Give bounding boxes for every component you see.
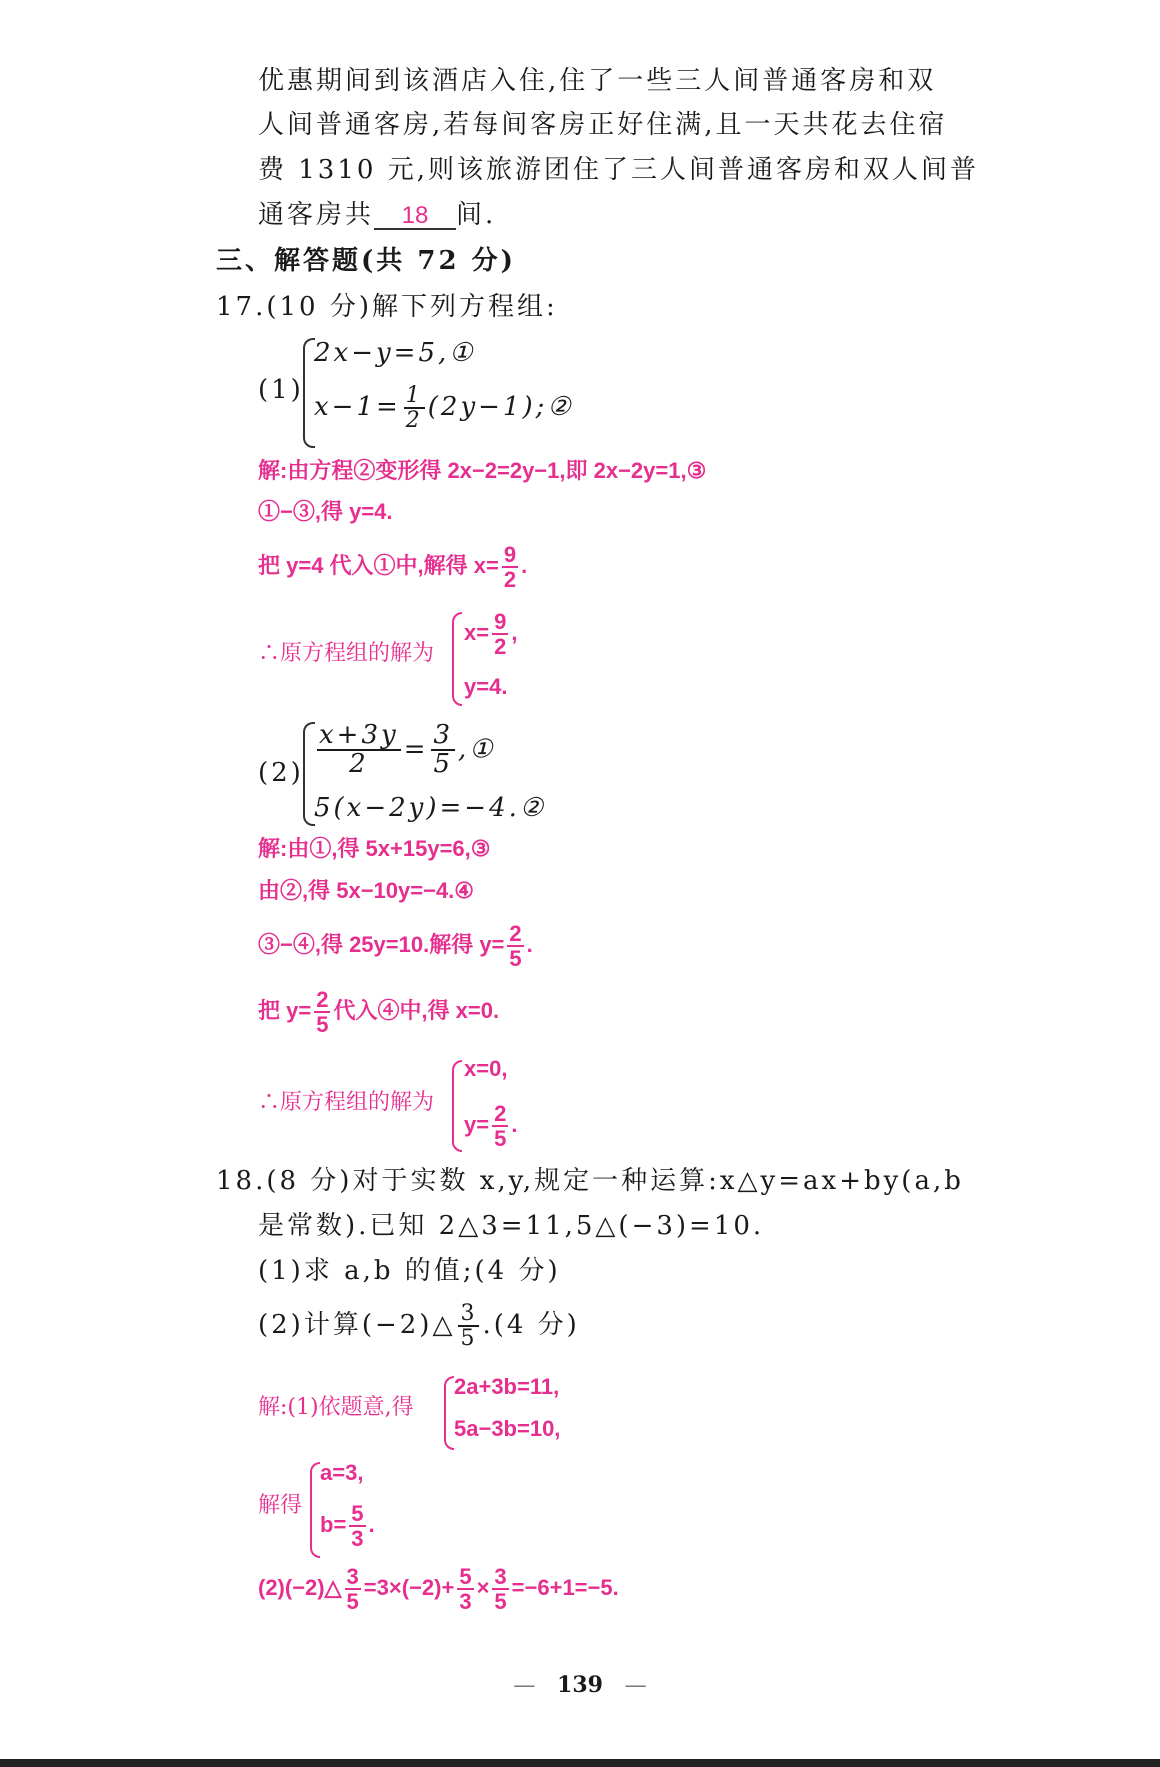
intro-line-4 — [258, 202, 496, 230]
q17-sol2-brace — [452, 1060, 462, 1152]
q18-sol-intro: 解:(1)依题意,得 — [258, 1395, 414, 1420]
q18-calc — [258, 1565, 619, 1613]
q17-sol2-line2 — [258, 880, 474, 903]
q18-sys-eq2 — [454, 1418, 560, 1441]
bottom-bar — [0, 1759, 1160, 1767]
frac-num: 2 — [494, 1101, 507, 1126]
sol-text: 把 y= — [258, 998, 312, 1024]
sol-text: 5a−3b=10, — [454, 1416, 561, 1441]
frac-den: 2 — [405, 408, 423, 434]
q17-sol2-x — [464, 1058, 507, 1081]
q17-sol1-line3 — [258, 543, 527, 591]
q18-ans-brace — [310, 1462, 320, 1558]
frac-num: 5 — [351, 1501, 364, 1526]
page-number: 139 — [557, 1672, 603, 1698]
frac-den: 5 — [494, 1589, 507, 1615]
footer-dash-left: — — [513, 1673, 536, 1698]
frac — [345, 1565, 361, 1613]
frac — [507, 922, 523, 970]
q17-sol2-line4 — [258, 988, 499, 1036]
q17-p2-label: (2) — [258, 758, 304, 788]
frac-num: 3 — [460, 1301, 478, 1326]
frac-num: 3 — [494, 1564, 507, 1589]
sol-text: =−6+1=−5. — [511, 1575, 619, 1601]
frac — [492, 610, 508, 658]
frac-num: 3 — [433, 720, 454, 750]
line4-suffix: 间. — [456, 200, 497, 230]
sol-text: ③−④,得 25y=10.解得 y= — [258, 932, 505, 958]
q17-stem: 17.(10 分)解下列方程组: — [216, 292, 558, 322]
fill-blank-answer: 18 — [374, 204, 456, 230]
q17-sol1-brace — [452, 612, 462, 706]
frac — [404, 384, 425, 432]
sol-text: , — [511, 620, 518, 646]
frac-den: 5 — [460, 1326, 478, 1352]
q17-sol2-therefore: ∴原方程组的解为 — [258, 1090, 435, 1115]
sol-text: 2a+3b=11, — [454, 1374, 560, 1399]
sol-text: × — [476, 1575, 490, 1601]
page-footer — [0, 1672, 1160, 1698]
q18-ans-b — [320, 1502, 375, 1550]
line4-prefix: 通客房共 — [258, 200, 375, 230]
frac — [457, 1565, 473, 1613]
frac-num: 3 — [346, 1564, 359, 1589]
q17-p2-eq2: 5(x−2y)=−4.② — [314, 793, 547, 823]
sol-text: 解:由方程②变形得 2x−2=2y−1,即 2x−2y=1,③ — [258, 458, 707, 483]
frac-den: 5 — [494, 1126, 507, 1152]
frac-den: 2 — [349, 749, 369, 780]
sol-text: 解:由①,得 5x+15y=6,③ — [258, 836, 491, 861]
sol-text: y=4. — [464, 674, 508, 699]
sol-text: 代入④中,得 x=0. — [333, 998, 500, 1024]
q17-sol2-line3 — [258, 922, 533, 970]
q17-p2-eq1 — [314, 722, 496, 779]
frac-num: 2 — [316, 987, 329, 1012]
q18-solve-label: 解得 — [258, 1493, 303, 1518]
section-header: 三、解答题(共 72 分) — [216, 246, 516, 276]
q17-sol2-line1 — [258, 838, 491, 861]
q18-part2-pre: (2)计算(−2)△ — [258, 1310, 456, 1341]
frac-den: 5 — [346, 1589, 359, 1615]
q18-sys-eq1 — [454, 1376, 559, 1399]
frac-num: 2 — [509, 921, 522, 946]
q18-part2 — [258, 1302, 580, 1350]
sol-text: . — [526, 932, 533, 958]
frac — [317, 722, 401, 779]
frac-den: 2 — [494, 634, 507, 660]
q17-sol1-line1 — [258, 460, 706, 483]
sol-text: x=0, — [464, 1056, 508, 1081]
frac-num: 5 — [459, 1564, 472, 1589]
sol-text: x= — [464, 620, 490, 646]
footer-dash-right: — — [624, 1673, 647, 1698]
frac-den: 5 — [316, 1012, 329, 1038]
q17-sol1-therefore: ∴原方程组的解为 — [258, 641, 435, 666]
sol-text: 由②,得 5x−10y=−4.④ — [258, 878, 475, 903]
q18-stem-line1: 18.(8 分)对于实数 x,y,规定一种运算:x△y=ax+by(a,b — [216, 1166, 964, 1196]
frac — [314, 988, 330, 1036]
q18-part2-post: .(4 分) — [482, 1310, 580, 1341]
intro-line-2: 人间普通客房,若每间客房正好住满,且一天共花去住宿 — [258, 110, 948, 140]
q17-p1-eq2 — [314, 384, 574, 432]
frac — [458, 1302, 479, 1350]
frac — [431, 722, 455, 779]
sol-text: y= — [464, 1112, 490, 1138]
frac — [349, 1502, 365, 1550]
sol-text: (2)(−2)△ — [258, 1575, 342, 1601]
q17-sol1-x — [464, 610, 517, 658]
q17-p1-eq2-pre: x−1= — [314, 392, 401, 423]
frac-den: 3 — [459, 1589, 472, 1615]
frac-den: 5 — [509, 946, 522, 972]
q17-p1-eq2-post: (2y−1);② — [427, 392, 574, 423]
frac — [492, 1565, 508, 1613]
q17-p2-eq1-post: ,① — [458, 734, 496, 765]
sol-text: . — [521, 553, 528, 579]
q18-part1: (1)求 a,b 的值;(4 分) — [258, 1256, 561, 1286]
frac — [502, 543, 518, 591]
q17-p1-label: (1) — [258, 375, 304, 405]
q18-stem-line2: 是常数).已知 2△3=11,5△(−3)=10. — [258, 1211, 765, 1241]
sol-text: b= — [320, 1512, 347, 1538]
sol-text: . — [511, 1112, 518, 1138]
sol-text: . — [368, 1512, 375, 1538]
intro-line-3: 费 1310 元,则该旅游团住了三人间普通客房和双人间普 — [258, 155, 979, 185]
q17-sol2-y — [464, 1102, 517, 1150]
frac-num: 9 — [503, 542, 517, 567]
frac-den: 2 — [503, 567, 517, 593]
eq-sign: = — [403, 734, 429, 765]
q17-p1-eq1: 2x−y=5,① — [314, 338, 476, 368]
frac-den: 5 — [433, 749, 454, 780]
q17-sol1-line2 — [258, 501, 393, 524]
sol-text: a=3, — [320, 1460, 364, 1485]
q18-sys-brace — [444, 1376, 454, 1450]
q18-ans-a — [320, 1462, 363, 1485]
q17-sol1-y — [464, 676, 507, 699]
frac — [492, 1102, 508, 1150]
frac-num: 1 — [405, 383, 423, 408]
sol-text: =3×(−2)+ — [363, 1575, 455, 1601]
frac-num: 9 — [494, 609, 507, 634]
frac-den: 3 — [351, 1526, 364, 1552]
frac-num: x+3y — [319, 720, 399, 750]
sol-text: 把 y=4 代入①中,解得 x= — [258, 553, 499, 579]
sol-text: ①−③,得 y=4. — [258, 499, 393, 524]
intro-line-1: 优惠期间到该酒店入住,住了一些三人间普通客房和双 — [258, 66, 937, 96]
